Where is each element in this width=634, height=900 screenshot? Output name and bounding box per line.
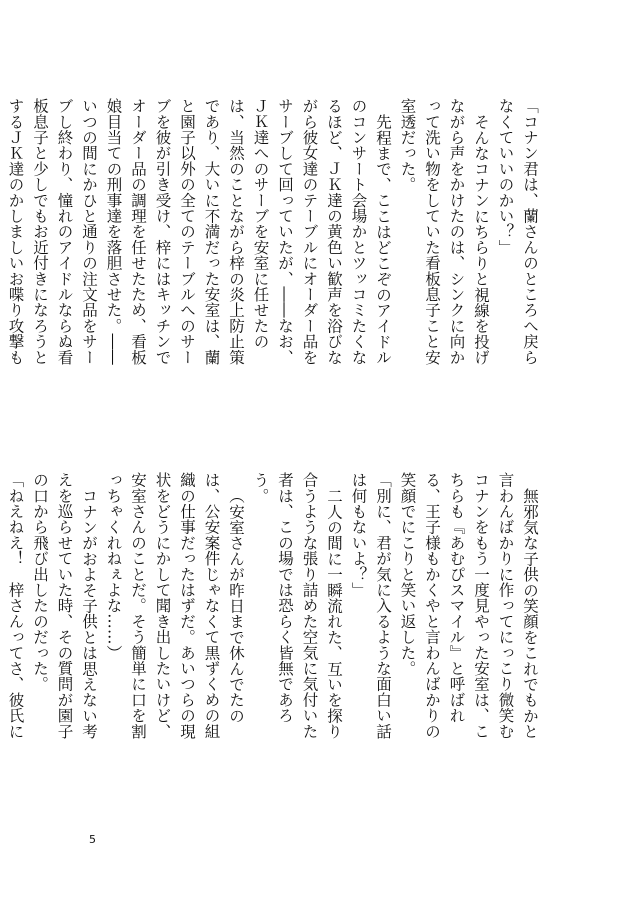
paragraph: 先程まで、ここはどこぞのアイドルのコンサート会場かとツッコミたくなるほど、ＪＫ達の黄色い歓声を浴びながら彼女達のテーブルにオーダー品をサーブして回っていたが、――なお、ＪＫ達へのサーブを安室に任せたのは、当然のことながら梓の炎上防止策であり、大いに不満だった安室は、蘭と園子以外の全てのテーブルへのサーブを彼が引き受け、梓にはキッチンでオーダー品の調理を任せたため、看板娘目当ての刑事達を落胆させた。――いつの間にかひと通りの注文品をサーブし終わり、憧れのアイドルならぬ看板息子と少しでもお近付きになろうとするＪＫ達のかしましいお喋り攻撃も: [6, 98, 392, 365]
paragraph: 「別に、君が気に入るような面白い話は何もないよ？」: [349, 472, 392, 739]
paragraph: （安室さんが昨日まで休んでたのは、公安案件じゃなくて黒ずくめの組織の仕事だったはずだ。あいつらの現状をどうにかして聞き出したいけど、安室さんのことだ。そう簡単に口を割っちゃくれねぇよな……）: [104, 472, 245, 739]
text-block-top: [0, 98, 542, 380]
text-block-bottom: [0, 472, 542, 754]
paragraph: コナンがおよそ子供とは思えない考えを巡らせていた時、その質問が園子の口から飛び出したのだった。: [31, 472, 98, 739]
page-number: 5: [89, 833, 96, 846]
paragraph: 無邪気な子供の笑顔をこれでもかと言わんばかりに作ってにっこり微笑むコナンをもう一度見やった安室は、こちらも『あむぴスマイル』と呼ばれる、王子様もかくやと言わんばかりの笑顔でにこりと笑い返した。: [398, 472, 539, 739]
paragraph: 「コナン君は、蘭さんのところへ戻らなくていいのかい？」: [496, 98, 539, 365]
paragraph: 二人の間に一瞬流れた、互いを探り合うような張り詰めた空気に気付いた者は、この場では恐らく皆無であろう。: [251, 472, 343, 739]
paragraph: 「ねえねえ！ 梓さんってさ、彼氏に: [6, 472, 25, 739]
paragraph: そんなコナンにちらりと視線を投げながら声をかけたのは、シンクに向かって洗い物をしていた看板息子こと安室透だった。: [398, 98, 490, 365]
